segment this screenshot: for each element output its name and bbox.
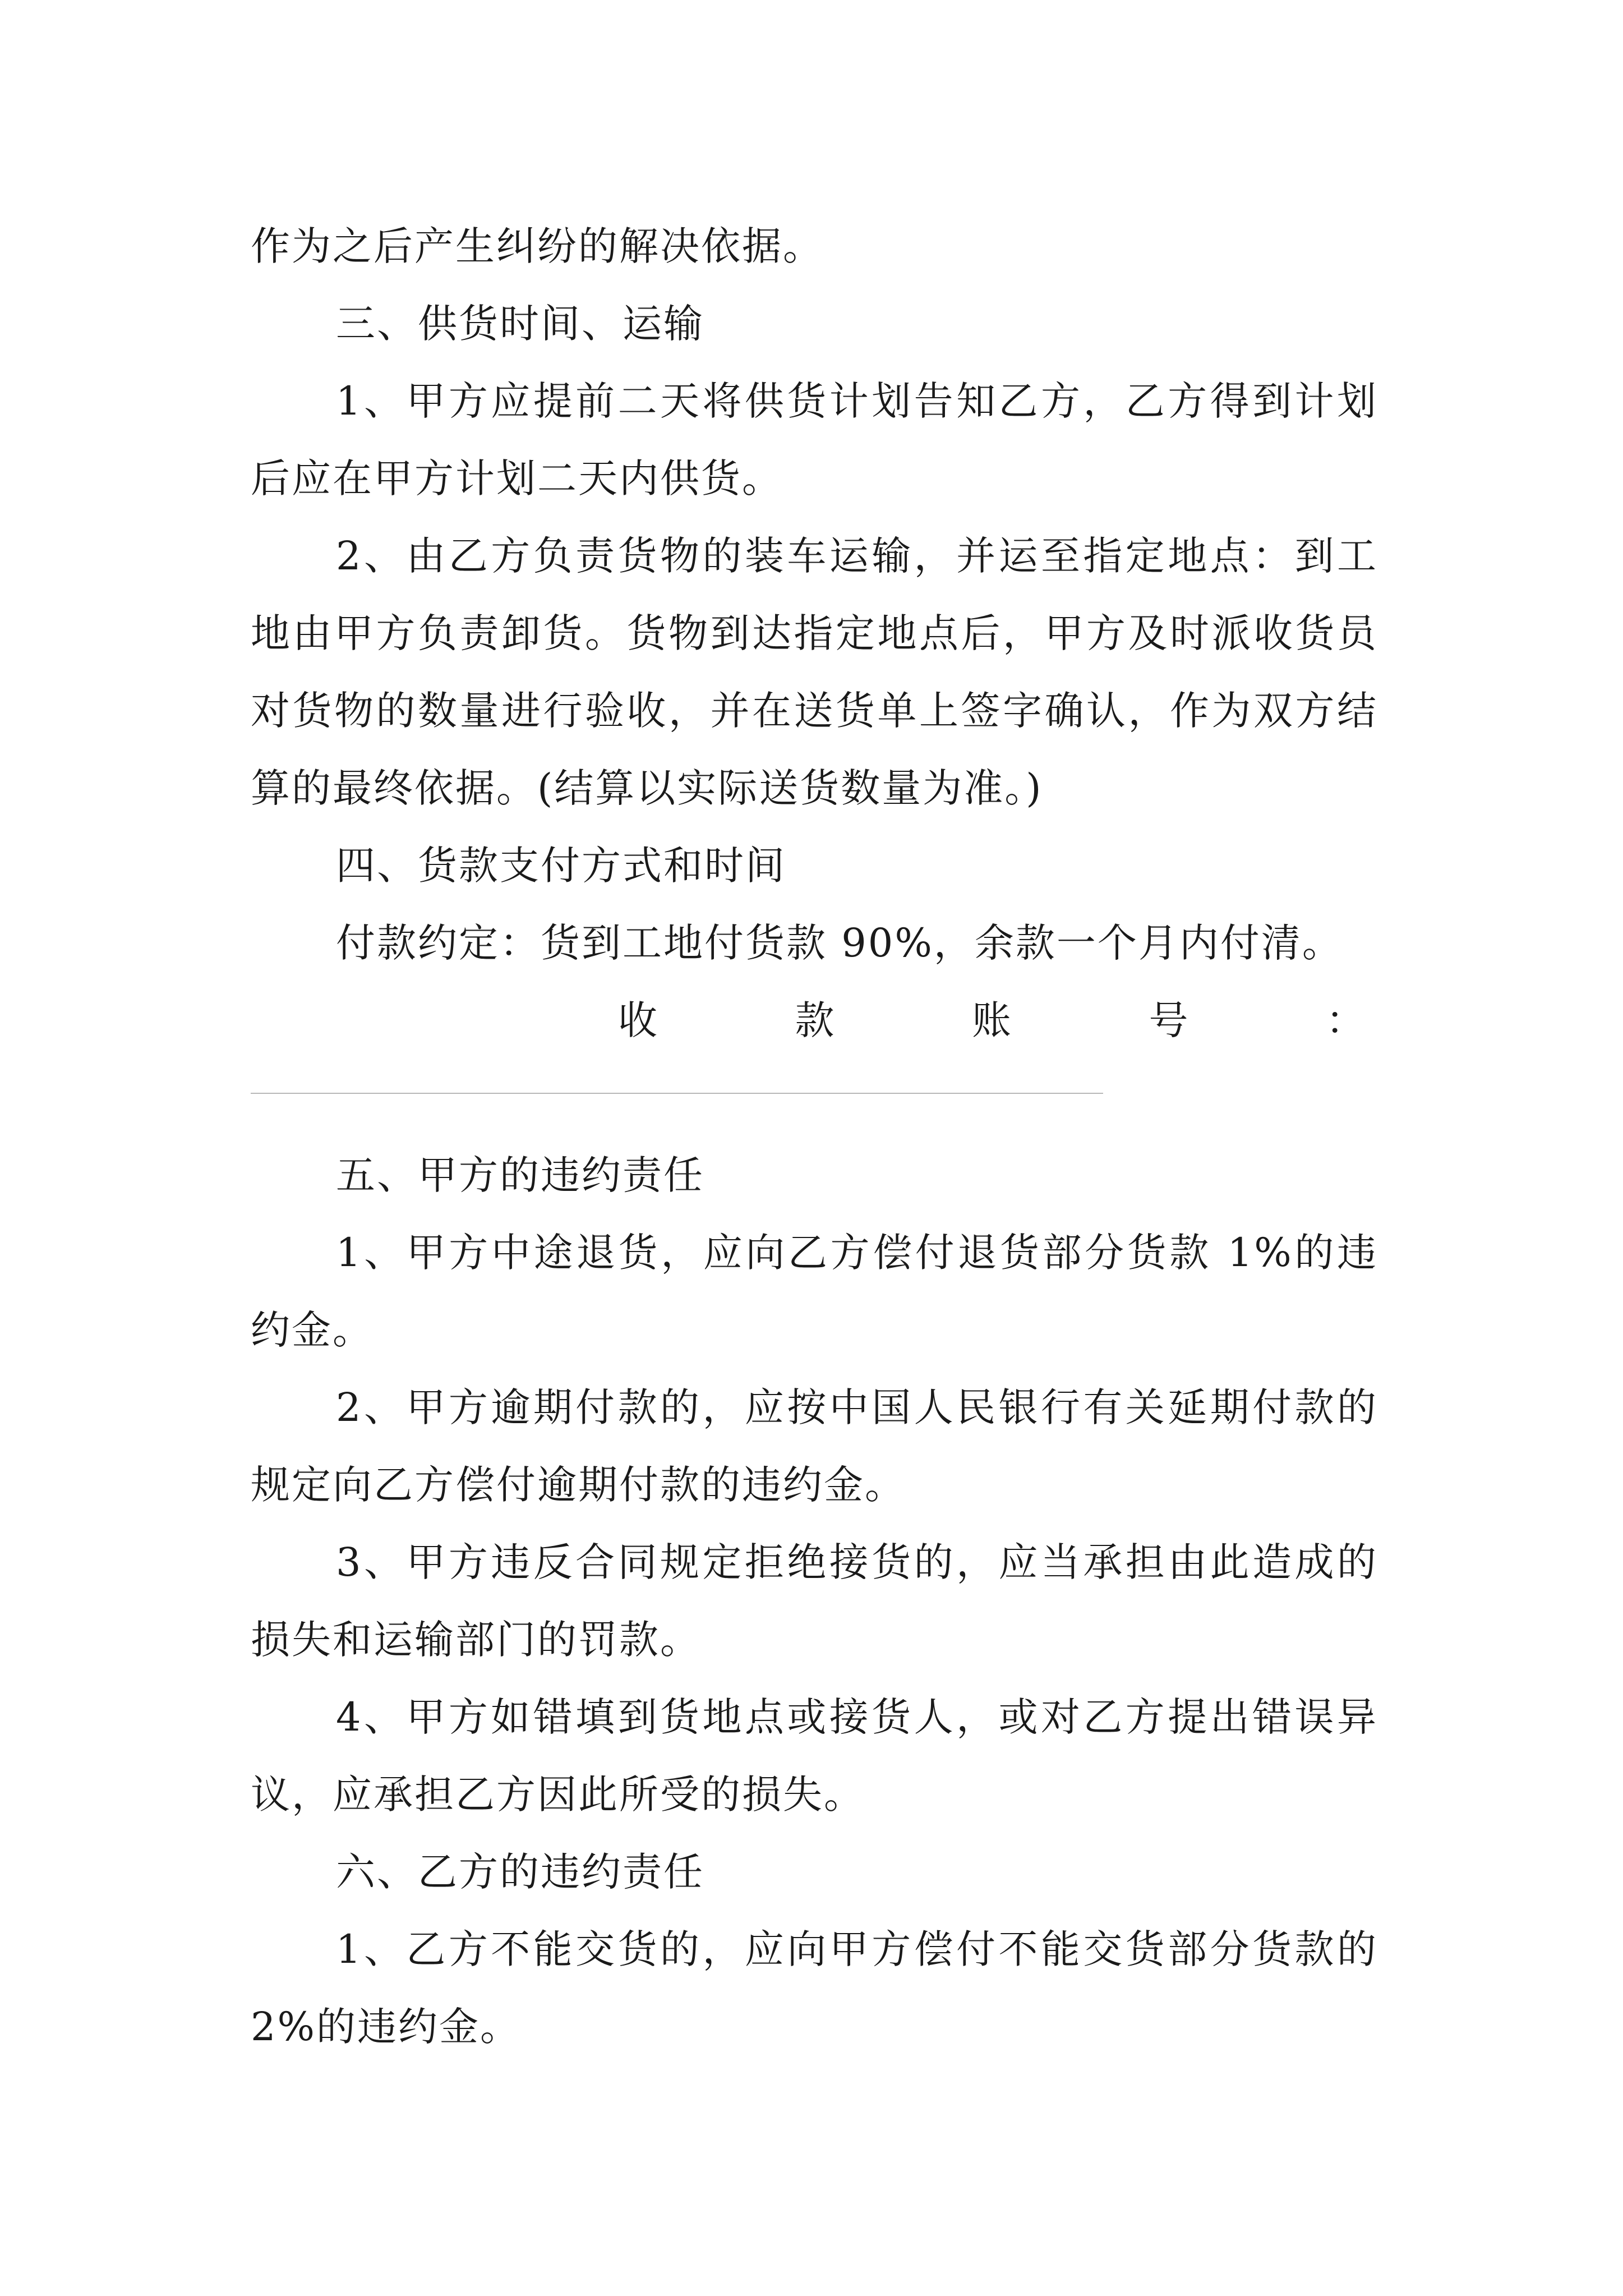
- paragraph-dispute-basis: 作为之后产生纠纷的解决依据。: [251, 223, 824, 269]
- paragraph-3-1: 1、甲方应提前二天将供货计划告知乙方，乙方得到计划后应在甲方计划二天内供货。: [251, 378, 1378, 501]
- account-number-label: [251, 982, 1378, 1059]
- account-label-char: 款: [795, 997, 836, 1043]
- account-number-blank: [251, 1059, 1378, 1137]
- heading-section-4: 四、货款支付方式和时间: [336, 843, 786, 889]
- heading-section-6: 六、乙方的违约责任: [336, 1849, 704, 1895]
- account-label-char: 收: [618, 997, 659, 1043]
- paragraph-5-3: 3、甲方违反合同规定拒绝接货的，应当承担由此造成的损失和运输部门的罚款。: [251, 1539, 1378, 1663]
- account-label-char: ：: [1326, 997, 1367, 1043]
- heading-section-5: 五、甲方的违约责任: [336, 1152, 704, 1198]
- paragraph-5-4: 4、甲方如错填到货地点或接货人，或对乙方提出错误异议，应承担乙方因此所受的损失。: [251, 1694, 1378, 1818]
- account-label-char: 账: [972, 997, 1013, 1043]
- document-body: [251, 208, 1378, 2065]
- fill-in-line: [251, 1093, 1103, 1094]
- paragraph-5-1: 1、甲方中途退货，应向乙方偿付退货部分货款 1%的违约金。: [251, 1230, 1378, 1353]
- paragraph-6-1: 1、乙方不能交货的，应向甲方偿付不能交货部分货款的 2%的违约金。: [251, 1926, 1378, 2050]
- heading-section-3: 三、供货时间、运输: [336, 301, 704, 347]
- account-label-char: 号: [1149, 997, 1190, 1043]
- paragraph-5-2: 2、甲方逾期付款的，应按中国人民银行有关延期付款的规定向乙方偿付逾期付款的违约金。: [251, 1384, 1378, 1508]
- paragraph-3-2: 2、由乙方负责货物的装车运输，并运至指定地点：到工地由甲方负责卸货。货物到达指定地点后，甲方及时派收货员对货物的数量进行验收，并在送货单上签字确认，作为双方结算的最终依据。(结算以实际送货数量为准。): [251, 533, 1378, 811]
- paragraph-payment-terms: 付款约定：货到工地付货款 90%，余款一个月内付清。: [336, 920, 1343, 966]
